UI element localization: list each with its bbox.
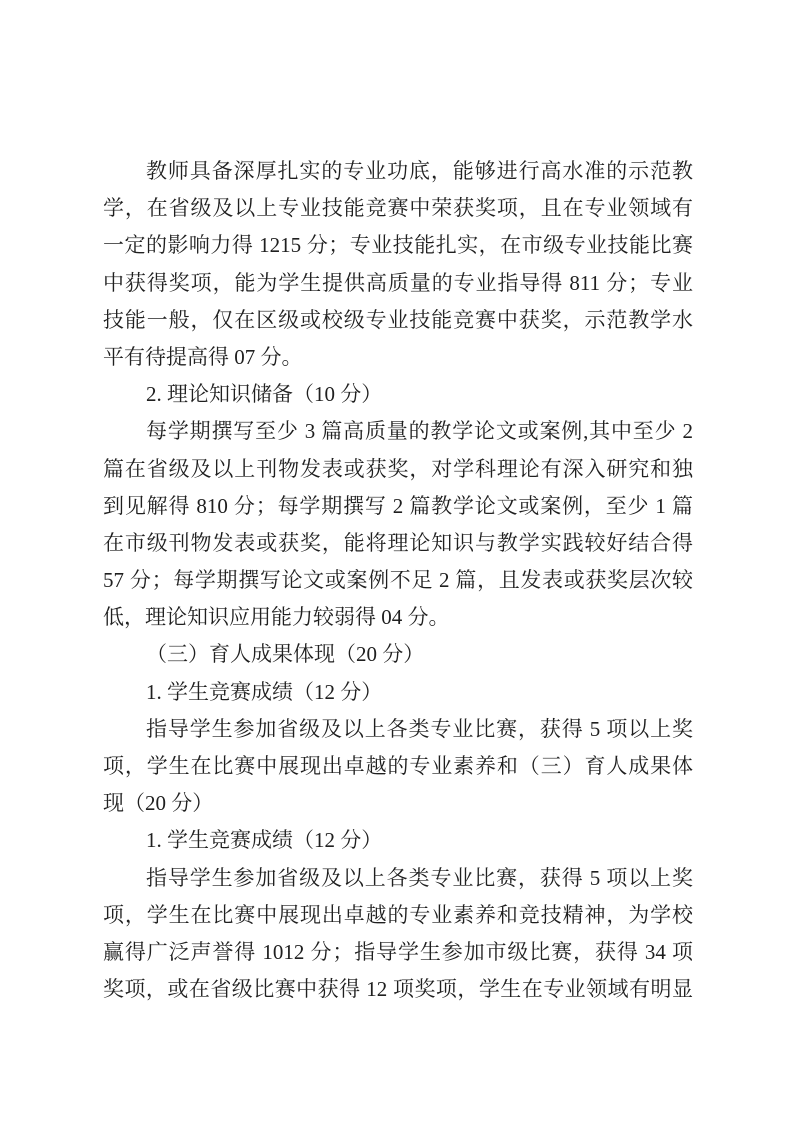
text-line: 在市级刊物发表或获奖，能将理论知识与教学实践较好结合得 bbox=[103, 530, 693, 555]
text-line: 中获得奖项，能为学生提供高质量的专业指导得 811 分；专业 bbox=[103, 270, 693, 295]
text-line: （三）育人成果体现（20 分） bbox=[146, 642, 425, 667]
text-line: 57 分；每学期撰写论文或案例不足 2 篇，且发表或获奖层次较 bbox=[103, 568, 693, 593]
text-line: 指导学生参加省级及以上各类专业比赛，获得 5 项以上奖 bbox=[146, 865, 693, 890]
text-line: 2. 理论知识储备（10 分） bbox=[146, 382, 383, 407]
text-block bbox=[103, 153, 693, 1008]
text-line: 学，在省级及以上专业技能竞赛中荣获奖项，且在专业领域有 bbox=[103, 196, 693, 221]
text-line: 1. 学生竞赛成绩（12 分） bbox=[146, 828, 383, 853]
text-line: 奖项，或在省级比赛中获得 12 项奖项，学生在专业领域有明显 bbox=[103, 977, 693, 1002]
text-line: 每学期撰写至少 3 篇高质量的教学论文或案例,其中至少 2 bbox=[146, 419, 693, 444]
text-line: 现（20 分） bbox=[103, 791, 214, 816]
text-line: 篇在省级及以上刊物发表或获奖，对学科理论有深入研究和独 bbox=[103, 456, 693, 481]
text-line: 教师具备深厚扎实的专业功底，能够进行高水准的示范教 bbox=[146, 159, 693, 183]
text-line: 项，学生在比赛中展现出卓越的专业素养和竞技精神，为学校 bbox=[103, 902, 693, 927]
text-line: 指导学生参加省级及以上各类专业比赛，获得 5 项以上奖 bbox=[146, 716, 693, 741]
text-line: 赢得广泛声誉得 1012 分；指导学生参加市级比赛，获得 34 项 bbox=[103, 939, 693, 964]
text-line: 平有待提高得 07 分。 bbox=[103, 344, 303, 369]
text-line: 一定的影响力得 1215 分；专业技能扎实，在市级专业技能比赛 bbox=[103, 233, 693, 258]
text-line: 低，理论知识应用能力较弱得 04 分。 bbox=[103, 605, 450, 630]
text-line: 项，学生在比赛中展现出卓越的专业素养和（三）育人成果体 bbox=[103, 754, 693, 778]
text-line: 技能一般，仅在区级或校级专业技能竞赛中获奖，示范教学水 bbox=[103, 307, 693, 332]
text-line: 到见解得 810 分；每学期撰写 2 篇教学论文或案例，至少 1 篇 bbox=[103, 493, 693, 518]
text-line: 1. 学生竞赛成绩（12 分） bbox=[146, 679, 383, 704]
